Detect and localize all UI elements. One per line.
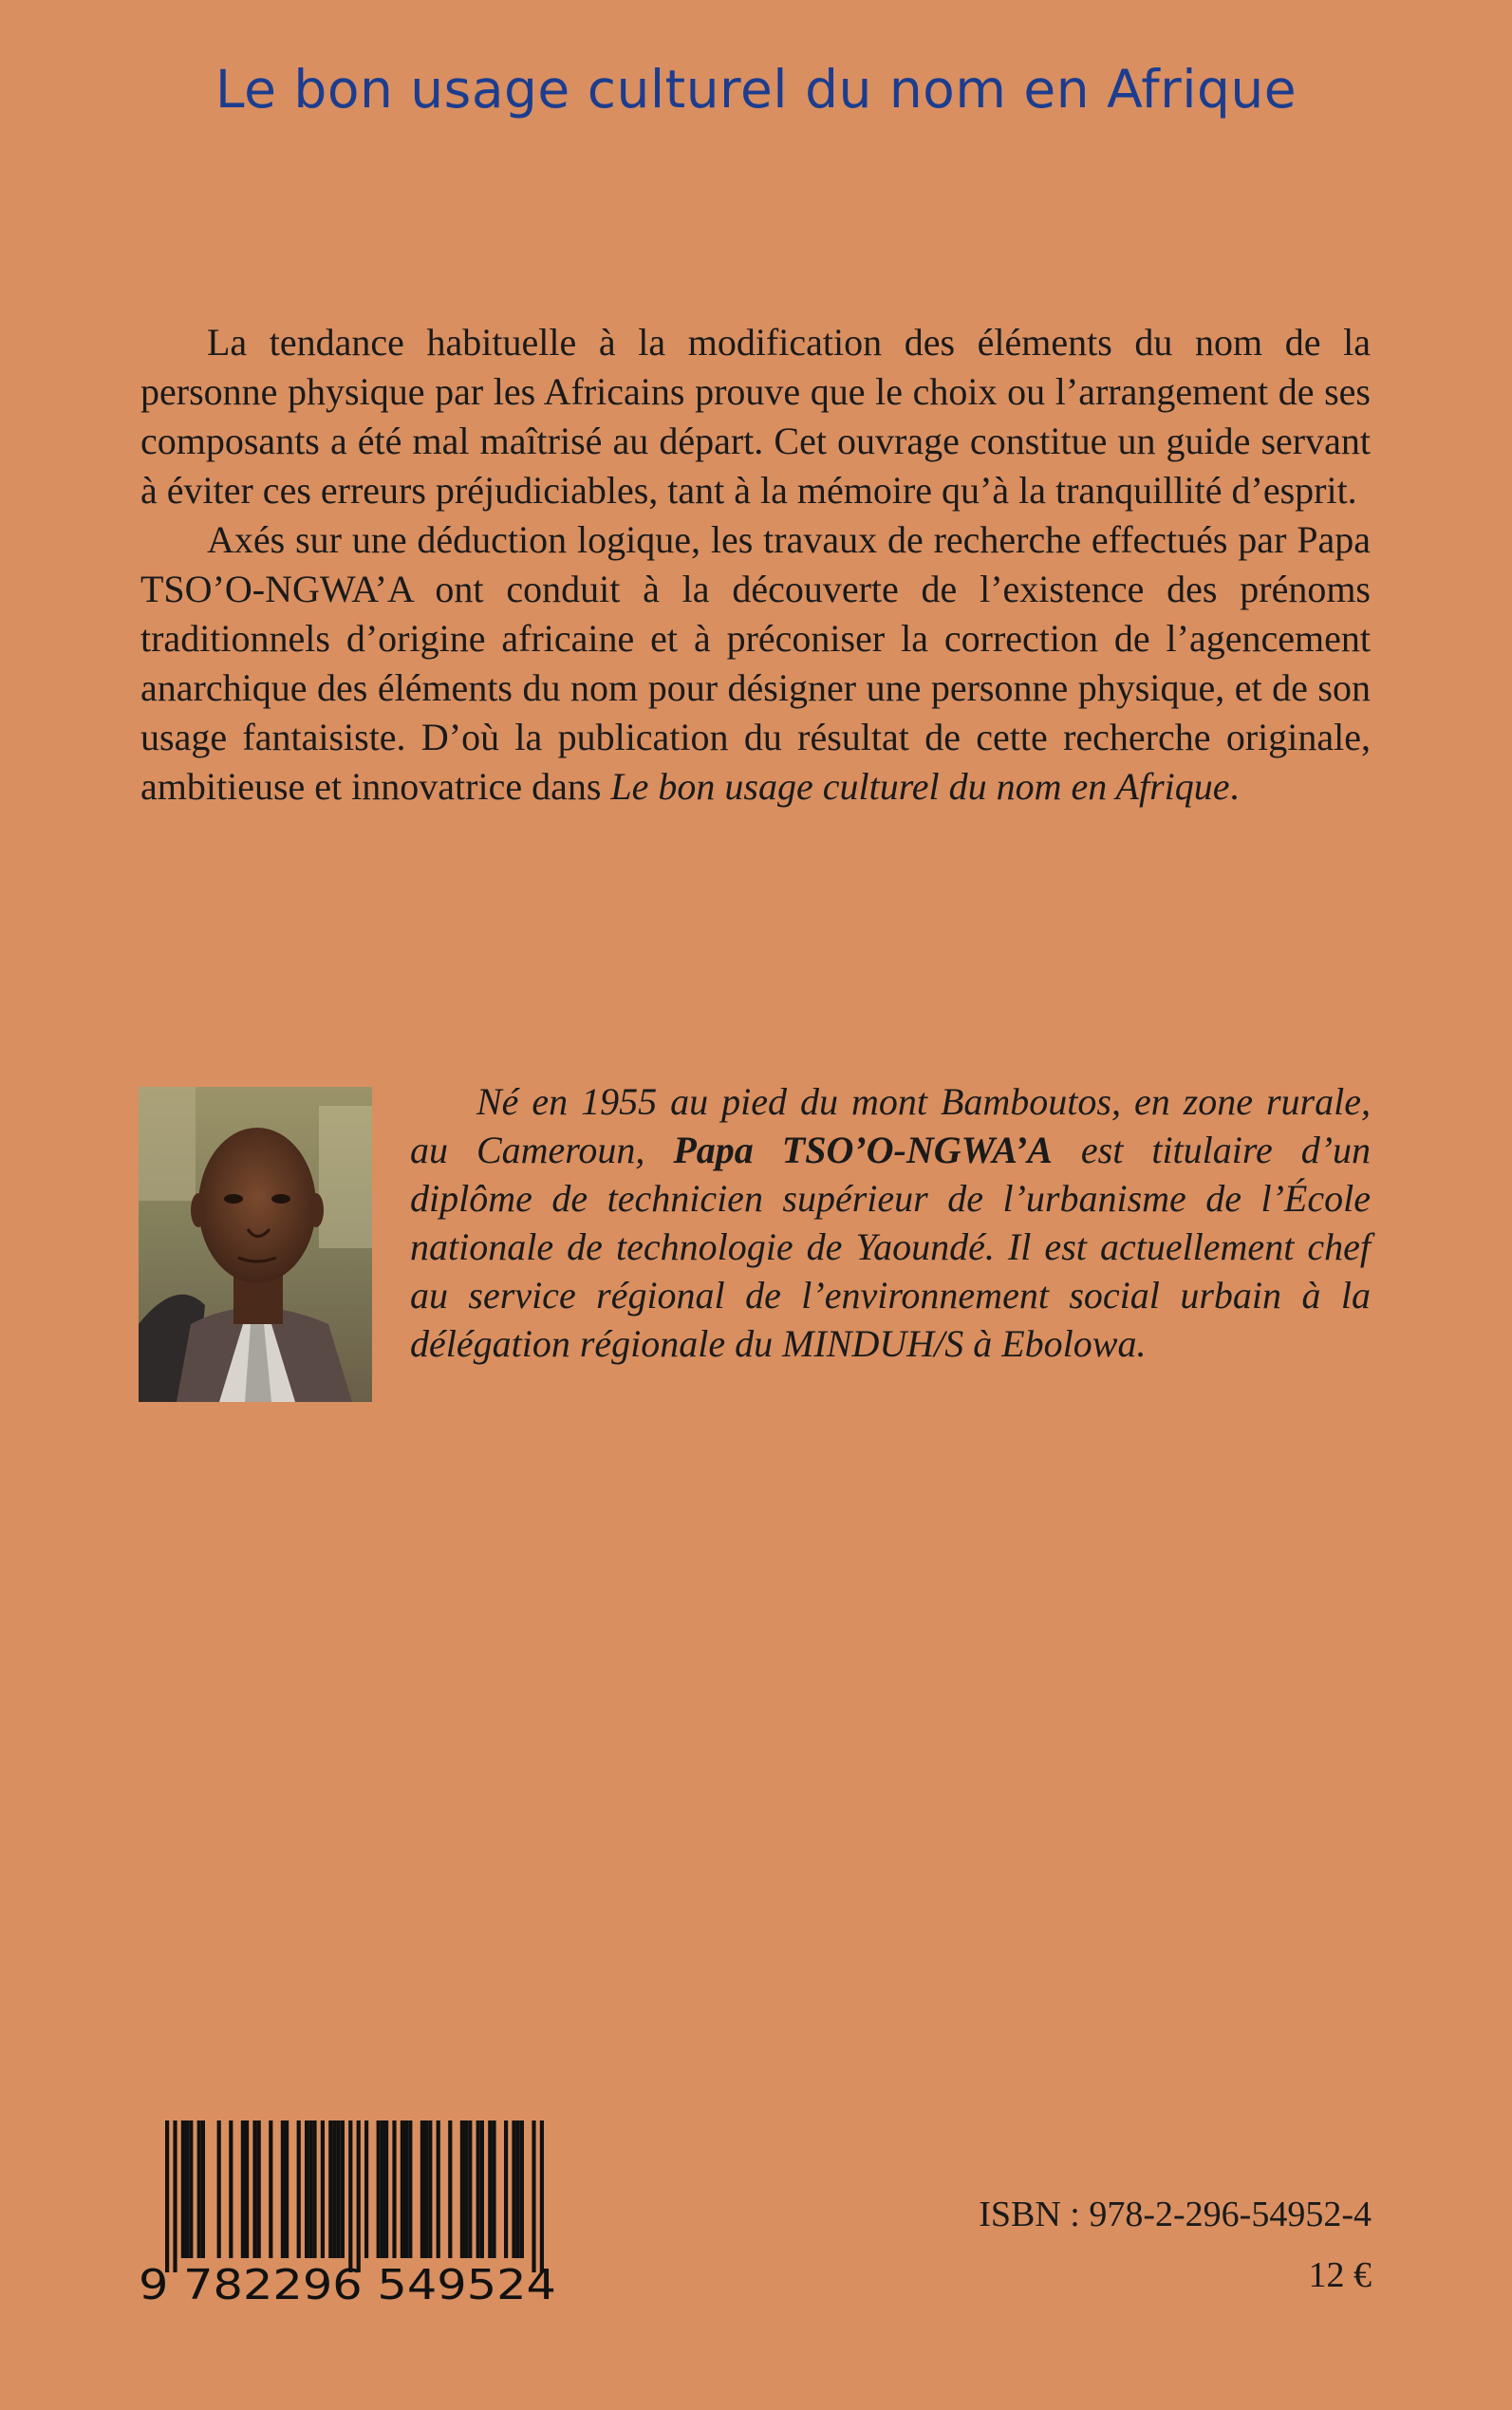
barcode-bar <box>448 2120 452 2258</box>
barcode-bar <box>357 2120 361 2272</box>
author-name: Papa TSO’O-NGWA’A <box>673 1129 1053 1171</box>
barcode-bar <box>404 2120 408 2258</box>
barcode-bar <box>520 2120 524 2258</box>
barcode-bar <box>297 2120 301 2258</box>
barcode-bar <box>173 2120 177 2272</box>
barcode-bar <box>165 2120 169 2272</box>
blurb-paragraph-2-text: Axés sur une déduction logique, les travaux de recherche effectués par Papa TSO’O-NGWA’A ont conduit à la découverte de l’existence des prénoms traditionnels d’origine africaine et à préconiser la correction de l’agencement anarchique des éléments du nom pour désigner une personne physique, et de son usage fantaisiste. D’où la publication du résultat de cette recherche originale, ambitieuse et innovatrice dans <box>140 518 1371 808</box>
barcode-digits: 9 782296 549524 <box>139 2261 556 2304</box>
barcode-bar <box>308 2120 312 2258</box>
barcode-bar <box>321 2120 325 2258</box>
barcode-bar <box>540 2120 544 2272</box>
barcode-bar <box>512 2120 515 2258</box>
barcode-bar <box>437 2120 440 2258</box>
barcode-bar <box>488 2120 492 2258</box>
barcode-bar <box>337 2120 341 2258</box>
barcode-bar <box>257 2120 261 2258</box>
barcode-bar <box>252 2120 256 2258</box>
barcode-bar <box>532 2120 535 2272</box>
barcode-bar <box>328 2120 332 2258</box>
price: 12 € <box>1308 2255 1372 2295</box>
barcode-bar <box>424 2120 428 2258</box>
barcode-bar <box>312 2120 316 2258</box>
barcode-bar <box>245 2120 249 2258</box>
barcode-bar <box>364 2120 368 2258</box>
barcode-bar <box>348 2120 352 2272</box>
barcode-bar <box>285 2120 289 2258</box>
barcode-bar <box>480 2120 484 2258</box>
barcode-bar <box>217 2120 221 2258</box>
book-title: Le bon usage culturel du nom en Afrique <box>215 59 1297 120</box>
isbn-number: ISBN : 978-2-296-54952-4 <box>979 2195 1372 2234</box>
barcode-bar <box>189 2120 193 2258</box>
barcode-bar <box>464 2120 468 2258</box>
barcode-bar <box>241 2120 245 2258</box>
barcode-bar <box>420 2120 424 2258</box>
barcode-bar <box>377 2120 381 2258</box>
barcode-bar <box>516 2120 520 2258</box>
barcode-bar <box>229 2120 233 2258</box>
back-cover-blurb <box>140 318 1371 812</box>
author-biography <box>410 1077 1371 1368</box>
blurb-paragraph-1: La tendance habituelle à la modification des éléments du nom de la personne physique par les Africains prouve que le choix ou l’arrangement de ses composants a été mal maîtrisé au départ. Cet ouvrage constitue un guide servant à éviter ces erreurs préjudiciables, tant à la mémoire qu’à la tranquillité d’esprit. <box>140 321 1371 512</box>
bio-text-end: est titulaire d’un diplôme de technicien supérieur de l’urbanisme de l’École nationale de technologie de Yaoundé. Il est actuellement chef au service régional de l’environnement social urbain à la délégation régionale du MINDUH/S à Ebolowa. <box>410 1129 1372 1365</box>
barcode-bar <box>384 2120 388 2258</box>
barcode-bar <box>392 2120 396 2258</box>
blurb-paragraph-2 <box>140 515 1371 812</box>
barcode-bar <box>401 2120 404 2258</box>
barcode-bar <box>428 2120 432 2258</box>
barcode-bar <box>492 2120 495 2258</box>
barcode-bar <box>468 2120 472 2258</box>
barcode-bar <box>476 2120 480 2258</box>
barcode-bar <box>332 2120 336 2258</box>
barcode-bar <box>281 2120 285 2258</box>
barcode-bar <box>460 2120 464 2258</box>
bio-paragraph <box>410 1077 1371 1368</box>
barcode-bar <box>269 2120 272 2258</box>
barcode-bar <box>381 2120 384 2258</box>
barcode-bar <box>408 2120 412 2258</box>
author-photo <box>139 1087 372 1402</box>
blurb-paragraph-2-end: . <box>1229 765 1240 808</box>
barcode-bar <box>185 2120 189 2258</box>
barcode-bar <box>201 2120 205 2258</box>
barcode-bar <box>341 2120 345 2258</box>
isbn-barcode <box>139 2119 566 2304</box>
barcode-bar <box>504 2120 508 2258</box>
barcode-bar <box>197 2120 201 2258</box>
blurb-book-title-italic: Le bon usage culturel du nom en Afrique <box>610 765 1230 808</box>
bio-text-start: Né en 1955 au pied du mont Bamboutos, en zone rurale, au Cameroun, <box>410 1080 1371 1171</box>
barcode-bar <box>305 2120 308 2258</box>
barcode-bar <box>181 2120 185 2258</box>
